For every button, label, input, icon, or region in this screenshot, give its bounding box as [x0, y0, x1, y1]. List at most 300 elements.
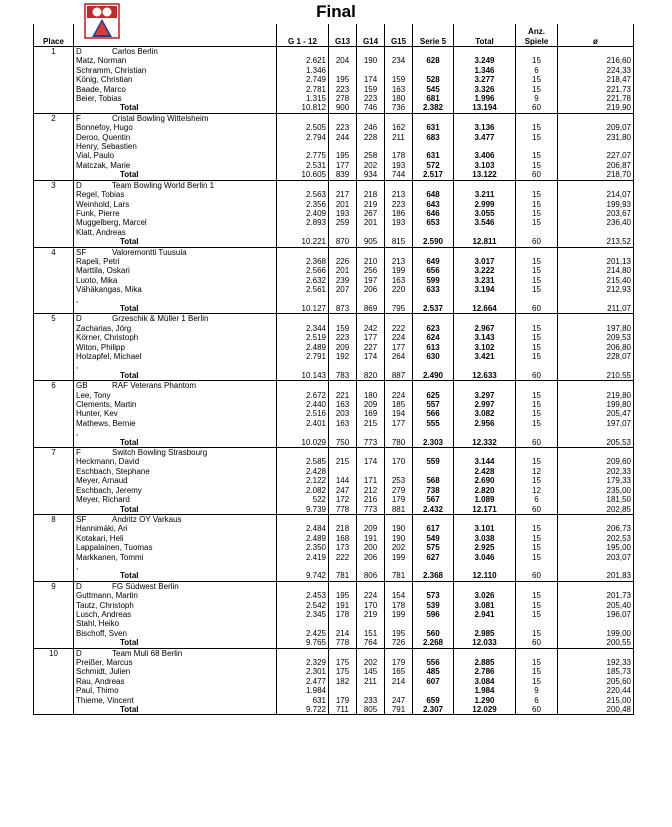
player-g13: 226 — [329, 257, 357, 266]
player-g112 — [277, 228, 329, 237]
player-g13: 177 — [329, 161, 357, 170]
player-g15: 165 — [385, 667, 413, 676]
player-s5: 738 — [413, 486, 454, 495]
team-name: Switch Bowling Strasbourg — [112, 448, 208, 458]
player-games: 15 — [516, 343, 558, 352]
player-avg: 206,73 — [558, 524, 634, 533]
player-games: 15 — [516, 667, 558, 676]
player-g15: 253 — [385, 476, 413, 485]
player-s5: 628 — [413, 56, 454, 65]
team-place: 1 — [34, 47, 74, 57]
team-total-s5: 2.432 — [413, 505, 454, 515]
player-name: Thieme, Vincent — [74, 696, 277, 705]
player-g13: 201 — [329, 200, 357, 209]
player-g13: 214 — [329, 629, 357, 638]
player-s5: 633 — [413, 285, 454, 294]
team-country: SF — [76, 247, 87, 257]
player-g15: 163 — [385, 85, 413, 94]
player-games: 15 — [516, 409, 558, 418]
player-g15: 159 — [385, 75, 413, 84]
player-g15 — [385, 428, 413, 437]
player-g112: 2.519 — [277, 333, 329, 342]
player-name: Klatt, Andreas — [74, 228, 277, 237]
player-g13: 159 — [329, 324, 357, 333]
team-total-row — [34, 371, 634, 381]
player-row — [34, 75, 634, 84]
player-avg: 218,47 — [558, 75, 634, 84]
team-total-total: 12.033 — [454, 638, 516, 648]
player-name: Körner, Christoph — [74, 333, 277, 342]
player-games: 15 — [516, 190, 558, 199]
player-g14: 202 — [357, 161, 385, 170]
player-row — [34, 619, 634, 628]
team-total-games: 60 — [516, 638, 558, 648]
player-total: 1.984 — [454, 686, 516, 695]
player-g15: 247 — [385, 696, 413, 705]
player-avg: 201,13 — [558, 257, 634, 266]
player-g15: 193 — [385, 218, 413, 227]
player-name: Mathews, Bernie — [74, 419, 277, 428]
player-games: 15 — [516, 543, 558, 552]
player-g112: 522 — [277, 495, 329, 504]
player-name: Beier, Tobias — [74, 94, 277, 103]
player-games: 15 — [516, 56, 558, 65]
player-g13 — [329, 428, 357, 437]
player-row — [34, 324, 634, 333]
player-row — [34, 400, 634, 409]
player-avg: 219,80 — [558, 391, 634, 400]
player-row — [34, 218, 634, 227]
player-g112: 2.344 — [277, 324, 329, 333]
player-g13: 247 — [329, 486, 357, 495]
player-total: 1.290 — [454, 696, 516, 705]
player-g13: 168 — [329, 534, 357, 543]
player-name: Bonnefoy, Hugo — [74, 123, 277, 132]
player-total: 3.249 — [454, 56, 516, 65]
header-g13: G13 — [329, 24, 357, 47]
player-s5: 653 — [413, 218, 454, 227]
team-total-g14: 764 — [357, 638, 385, 648]
player-g14: 242 — [357, 324, 385, 333]
player-games — [516, 428, 558, 437]
player-games: 15 — [516, 133, 558, 142]
player-g13 — [329, 619, 357, 628]
total-label: Total — [74, 571, 277, 581]
player-g112: 2.356 — [277, 200, 329, 209]
player-s5: 625 — [413, 391, 454, 400]
player-row — [34, 419, 634, 428]
player-g14 — [357, 142, 385, 151]
player-avg: 221,78 — [558, 94, 634, 103]
header-serie5: Serie 5 — [413, 24, 454, 47]
player-avg: 199,80 — [558, 400, 634, 409]
player-g14: 233 — [357, 696, 385, 705]
player-g112: 2.794 — [277, 133, 329, 142]
player-avg — [558, 295, 634, 304]
player-g14: 170 — [357, 601, 385, 610]
player-games: 15 — [516, 123, 558, 132]
team-total-total: 13.122 — [454, 170, 516, 180]
player-g13: 163 — [329, 419, 357, 428]
player-name: Bischoff, Sven — [74, 629, 277, 638]
player-games: 15 — [516, 85, 558, 94]
player-s5: 656 — [413, 266, 454, 275]
player-row — [34, 295, 634, 304]
player-g14: 267 — [357, 209, 385, 218]
player-g13: 175 — [329, 658, 357, 667]
team-total-g15: 887 — [385, 371, 413, 381]
player-games: 15 — [516, 266, 558, 275]
player-g13: 179 — [329, 696, 357, 705]
player-avg — [558, 428, 634, 437]
player-total: 3.231 — [454, 276, 516, 285]
player-g112: 2.401 — [277, 419, 329, 428]
player-total: 2.925 — [454, 543, 516, 552]
team-total-g112: 9.742 — [277, 571, 329, 581]
player-s5: 557 — [413, 400, 454, 409]
player-g13: 223 — [329, 333, 357, 342]
player-games: 15 — [516, 257, 558, 266]
player-avg: 212,93 — [558, 285, 634, 294]
player-s5: 683 — [413, 133, 454, 142]
player-name: Eschbach, Stephane — [74, 467, 277, 476]
team-total-s5: 2.307 — [413, 705, 454, 715]
player-g14 — [357, 295, 385, 304]
team-name: FG Südwest Berlin — [112, 581, 179, 591]
player-g15: 177 — [385, 343, 413, 352]
player-total: 3.144 — [454, 457, 516, 466]
player-avg: 216,60 — [558, 56, 634, 65]
player-total: 3.081 — [454, 601, 516, 610]
player-row — [34, 133, 634, 142]
player-games: 6 — [516, 696, 558, 705]
player-g13: 163 — [329, 400, 357, 409]
player-games: 15 — [516, 601, 558, 610]
player-games — [516, 142, 558, 151]
player-s5: 566 — [413, 409, 454, 418]
player-g112 — [277, 562, 329, 571]
team-total-g13: 873 — [329, 304, 357, 314]
team-total-s5: 2.368 — [413, 571, 454, 581]
player-name: Kotakari, Heli — [74, 534, 277, 543]
team-total-row — [34, 170, 634, 180]
team-total-s5: 2.590 — [413, 237, 454, 247]
player-g112 — [277, 619, 329, 628]
player-s5: 649 — [413, 257, 454, 266]
player-row — [34, 228, 634, 237]
player-g14: 197 — [357, 276, 385, 285]
player-g15 — [385, 66, 413, 75]
player-g14: 180 — [357, 391, 385, 400]
header-games: Anz. Spiele — [516, 24, 558, 47]
player-g14: 191 — [357, 534, 385, 543]
player-row — [34, 534, 634, 543]
player-total: 2.956 — [454, 419, 516, 428]
player-name: , — [74, 428, 277, 437]
team-total-avg: 211,07 — [558, 304, 634, 314]
player-g14: 219 — [357, 610, 385, 619]
team-total-avg: 219,90 — [558, 103, 634, 113]
player-avg: 214,80 — [558, 266, 634, 275]
team-name: RAF Veterans Phantom — [112, 381, 197, 391]
player-g13: 204 — [329, 56, 357, 65]
player-total: 2.428 — [454, 467, 516, 476]
team-name-cell — [74, 113, 277, 123]
team-country: SF — [76, 514, 87, 524]
player-g112: 2.453 — [277, 591, 329, 600]
player-s5: 630 — [413, 352, 454, 361]
player-games: 15 — [516, 200, 558, 209]
player-g13: 195 — [329, 591, 357, 600]
player-s5: 545 — [413, 85, 454, 94]
player-g14: 200 — [357, 543, 385, 552]
player-g13: 182 — [329, 677, 357, 686]
team-total-s5: 2.382 — [413, 103, 454, 113]
player-avg: 195,00 — [558, 543, 634, 552]
team-total-avg: 200,55 — [558, 638, 634, 648]
team-name-cell — [74, 381, 277, 391]
player-avg: 201,73 — [558, 591, 634, 600]
team-total-g112: 10.127 — [277, 304, 329, 314]
player-avg: 215,40 — [558, 276, 634, 285]
player-s5: 648 — [413, 190, 454, 199]
player-total: 3.421 — [454, 352, 516, 361]
player-g14: 202 — [357, 658, 385, 667]
team-total-g14: 805 — [357, 705, 385, 715]
team-total-row — [34, 103, 634, 113]
total-label: Total — [74, 103, 277, 113]
player-g112 — [277, 295, 329, 304]
player-s5: 567 — [413, 495, 454, 504]
player-s5 — [413, 66, 454, 75]
total-label: Total — [74, 438, 277, 448]
player-avg: 203,67 — [558, 209, 634, 218]
player-g15: 223 — [385, 200, 413, 209]
player-s5 — [413, 467, 454, 476]
player-row — [34, 123, 634, 132]
player-g14: 145 — [357, 667, 385, 676]
player-s5: 556 — [413, 658, 454, 667]
player-avg: 192,33 — [558, 658, 634, 667]
player-row — [34, 686, 634, 695]
team-total-row — [34, 438, 634, 448]
player-total: 2.997 — [454, 400, 516, 409]
player-g13: 201 — [329, 266, 357, 275]
player-g112: 2.082 — [277, 486, 329, 495]
player-s5: 575 — [413, 543, 454, 552]
player-g112: 2.531 — [277, 161, 329, 170]
header-average: ø — [558, 24, 634, 47]
player-avg — [558, 361, 634, 370]
player-s5 — [413, 228, 454, 237]
player-games — [516, 228, 558, 237]
player-name: Paul, Thimo — [74, 686, 277, 695]
player-g112: 2.409 — [277, 209, 329, 218]
total-label: Total — [74, 371, 277, 381]
player-g14 — [357, 467, 385, 476]
player-g15: 234 — [385, 56, 413, 65]
team-total-g14: 773 — [357, 438, 385, 448]
player-row — [34, 200, 634, 209]
player-name: Schmidt, Julien — [74, 667, 277, 676]
team-place: 9 — [34, 581, 74, 591]
team-total-g112: 10.029 — [277, 438, 329, 448]
player-g13: 195 — [329, 151, 357, 160]
player-g13: 173 — [329, 543, 357, 552]
player-games: 15 — [516, 658, 558, 667]
player-games: 12 — [516, 486, 558, 495]
player-g112: 2.419 — [277, 553, 329, 562]
total-label: Total — [74, 638, 277, 648]
player-g14: 201 — [357, 218, 385, 227]
player-total: 3.406 — [454, 151, 516, 160]
team-total-s5: 2.537 — [413, 304, 454, 314]
team-total-g14: 746 — [357, 103, 385, 113]
player-g112: 2.566 — [277, 266, 329, 275]
player-g14: 215 — [357, 419, 385, 428]
team-name: Andritz OY Varkaus — [112, 514, 182, 524]
player-name: Baade, Marco — [74, 85, 277, 94]
player-g15: 202 — [385, 543, 413, 552]
player-g112: 2.489 — [277, 534, 329, 543]
player-g112 — [277, 361, 329, 370]
player-g112: 2.345 — [277, 610, 329, 619]
player-row — [34, 610, 634, 619]
header-g1-12: G 1 - 12 — [277, 24, 329, 47]
player-total: 3.055 — [454, 209, 516, 218]
player-row — [34, 562, 634, 571]
player-g13: 144 — [329, 476, 357, 485]
player-total — [454, 361, 516, 370]
player-name: Hunter, Kev — [74, 409, 277, 418]
player-s5 — [413, 428, 454, 437]
player-games: 15 — [516, 324, 558, 333]
player-g112: 2.489 — [277, 343, 329, 352]
team-header-row — [34, 514, 634, 524]
player-avg: 199,93 — [558, 200, 634, 209]
team-total-row — [34, 638, 634, 648]
player-total: 3.026 — [454, 591, 516, 600]
player-g14 — [357, 619, 385, 628]
player-g14: 177 — [357, 333, 385, 342]
player-g15: 224 — [385, 333, 413, 342]
player-g112: 2.122 — [277, 476, 329, 485]
team-header-row — [34, 648, 634, 658]
player-s5 — [413, 295, 454, 304]
player-s5: 568 — [413, 476, 454, 485]
player-name: Lee, Tony — [74, 391, 277, 400]
player-g15: 199 — [385, 610, 413, 619]
team-total-games: 60 — [516, 170, 558, 180]
player-g15 — [385, 361, 413, 370]
player-g13: 278 — [329, 94, 357, 103]
player-total: 3.211 — [454, 190, 516, 199]
player-name: Rapeli, Petri — [74, 257, 277, 266]
player-avg: 220,44 — [558, 686, 634, 695]
team-header-row — [34, 247, 634, 257]
player-s5: 659 — [413, 696, 454, 705]
player-row — [34, 391, 634, 400]
team-total-g13: 900 — [329, 103, 357, 113]
team-total-g112: 10.605 — [277, 170, 329, 180]
player-g13 — [329, 467, 357, 476]
player-name: Meyer, Arnaud — [74, 476, 277, 485]
player-g14: 223 — [357, 94, 385, 103]
player-g14: 227 — [357, 343, 385, 352]
header-place: Place — [34, 24, 74, 47]
player-games: 15 — [516, 333, 558, 342]
team-place: 8 — [34, 514, 74, 524]
team-total-g13: 783 — [329, 371, 357, 381]
player-g15: 170 — [385, 457, 413, 466]
team-country: GB — [76, 381, 88, 391]
player-s5: 555 — [413, 419, 454, 428]
player-g15: 211 — [385, 133, 413, 142]
player-games: 15 — [516, 524, 558, 533]
player-s5: 624 — [413, 333, 454, 342]
player-g13: 203 — [329, 409, 357, 418]
player-avg: 196,07 — [558, 610, 634, 619]
team-name-cell — [74, 514, 277, 524]
player-avg: 231,80 — [558, 133, 634, 142]
player-name: , — [74, 295, 277, 304]
player-games: 15 — [516, 553, 558, 562]
player-row — [34, 428, 634, 437]
player-g112: 631 — [277, 696, 329, 705]
player-total: 2.967 — [454, 324, 516, 333]
player-avg: 179,33 — [558, 476, 634, 485]
player-g15: 163 — [385, 276, 413, 285]
player-g15: 199 — [385, 553, 413, 562]
player-g112: 2.775 — [277, 151, 329, 160]
player-g15: 179 — [385, 495, 413, 504]
team-name: Team Bowling World Berlin 1 — [112, 180, 215, 190]
player-name: Eschbach, Jeremy — [74, 486, 277, 495]
team-total-g15: 744 — [385, 170, 413, 180]
team-country: D — [76, 581, 82, 591]
player-g112: 2.632 — [277, 276, 329, 285]
player-s5 — [413, 361, 454, 370]
team-total-avg: 218,70 — [558, 170, 634, 180]
player-g13 — [329, 295, 357, 304]
player-name: König, Christian — [74, 75, 277, 84]
player-total: 3.277 — [454, 75, 516, 84]
player-s5: 528 — [413, 75, 454, 84]
player-s5: 607 — [413, 677, 454, 686]
player-name: Vähäkangas, Mika — [74, 285, 277, 294]
player-g14: 211 — [357, 677, 385, 686]
player-row — [34, 94, 634, 103]
team-total-g14: 820 — [357, 371, 385, 381]
player-avg: 236,40 — [558, 218, 634, 227]
player-g14: 228 — [357, 133, 385, 142]
team-header-row — [34, 113, 634, 123]
team-total-g15: 791 — [385, 705, 413, 715]
player-name: Witon, Philipp — [74, 343, 277, 352]
team-total-total: 12.332 — [454, 438, 516, 448]
player-s5: 623 — [413, 324, 454, 333]
player-s5: 617 — [413, 524, 454, 533]
player-total — [454, 142, 516, 151]
header-g14: G14 — [357, 24, 385, 47]
player-total: 3.082 — [454, 409, 516, 418]
player-g14: 171 — [357, 476, 385, 485]
player-avg: 235,00 — [558, 486, 634, 495]
player-g112: 1.984 — [277, 686, 329, 695]
team-name-cell — [74, 448, 277, 458]
player-games: 9 — [516, 94, 558, 103]
player-total — [454, 562, 516, 571]
